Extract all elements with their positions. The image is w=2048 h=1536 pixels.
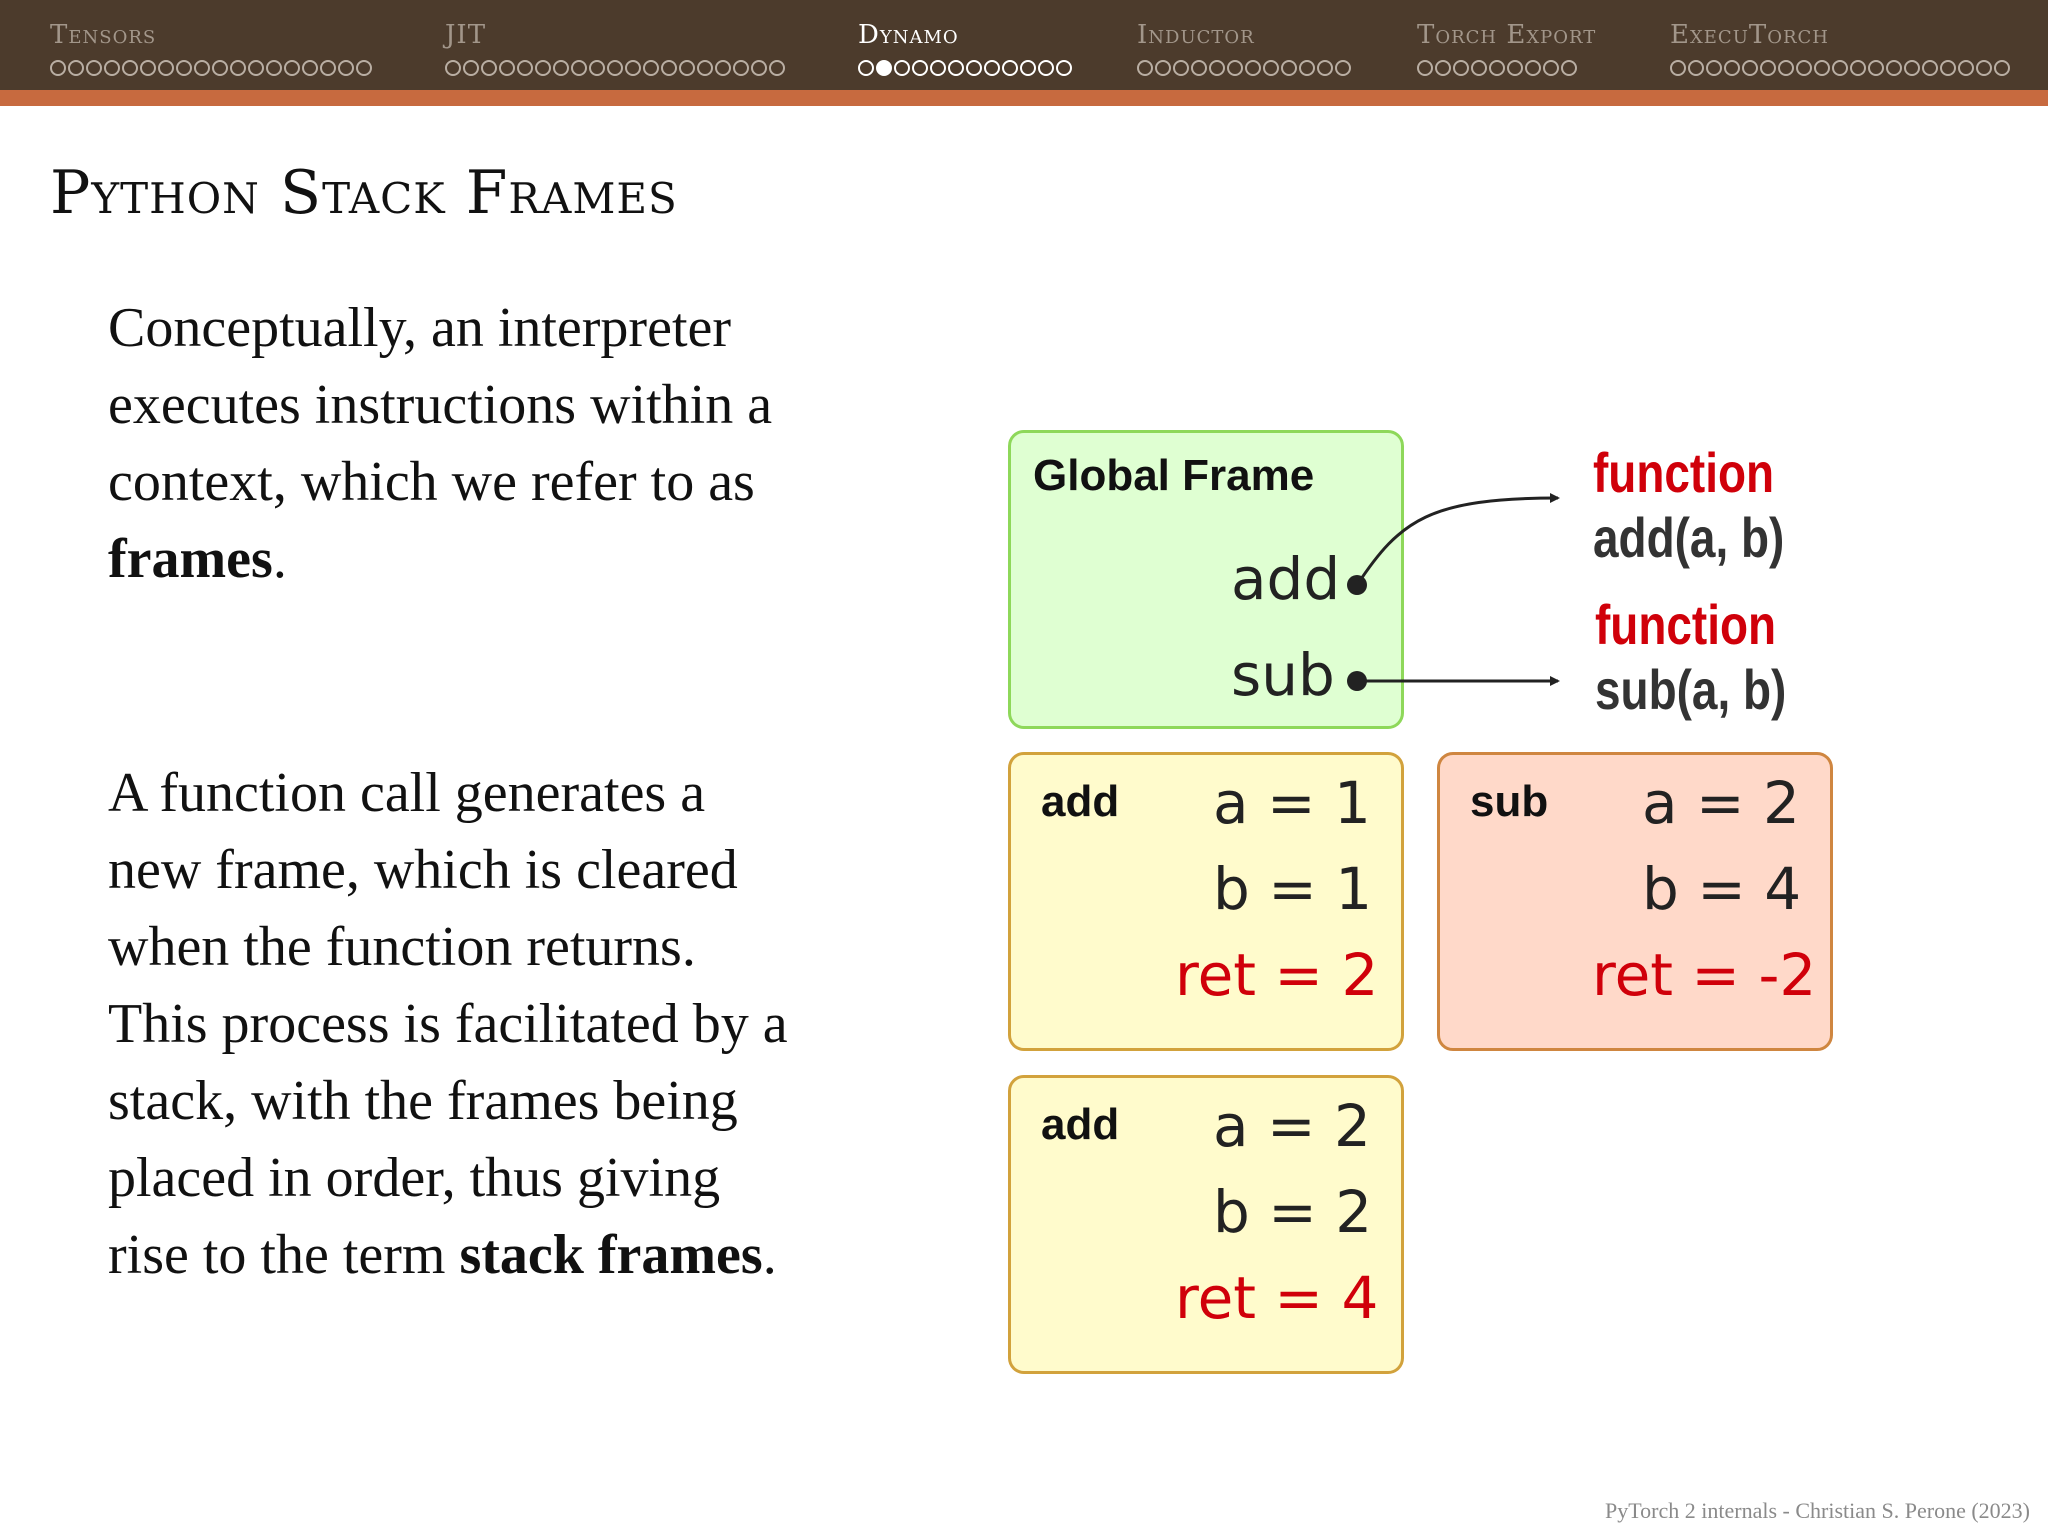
global-var-sub: sub — [1231, 641, 1335, 709]
slide-dot[interactable] — [715, 60, 731, 76]
function-keyword: function — [1593, 441, 1775, 504]
navigation-bar — [0, 0, 2048, 90]
slide-dot[interactable] — [463, 60, 479, 76]
paragraph-text: Conceptually, an interpreter executes instructions within a context, which we refer to as — [108, 297, 773, 513]
frame-title: add — [1041, 777, 1120, 826]
slide-dot[interactable] — [1299, 60, 1315, 76]
slide-dot[interactable] — [1850, 60, 1866, 76]
frame-var-a: a = 1 — [1213, 769, 1371, 837]
slide-dot[interactable] — [1191, 60, 1207, 76]
slide-dot[interactable] — [1020, 60, 1036, 76]
slide-dot[interactable] — [266, 60, 282, 76]
slide-dot[interactable] — [1742, 60, 1758, 76]
slide-dot[interactable] — [1038, 60, 1054, 76]
accent-stripe — [0, 90, 2048, 106]
nav-section-dots — [445, 60, 787, 84]
slide-dot[interactable] — [1724, 60, 1740, 76]
slide-dot[interactable] — [1155, 60, 1171, 76]
slide-dot[interactable] — [50, 60, 66, 76]
frame-var-a: a = 2 — [1642, 769, 1800, 837]
bold-term: stack frames — [459, 1224, 763, 1286]
slide-dot[interactable] — [661, 60, 677, 76]
paragraph-stack-frames — [108, 755, 808, 1294]
bold-term: frames — [108, 528, 273, 590]
slide-dot[interactable] — [104, 60, 120, 76]
slide-dot[interactable] — [733, 60, 749, 76]
frame-ret: ret = -2 — [1592, 941, 1817, 1009]
frame-ret: ret = 2 — [1175, 941, 1379, 1009]
slide-dot[interactable] — [356, 60, 372, 76]
slide-dot[interactable] — [1245, 60, 1261, 76]
slide-dot[interactable] — [338, 60, 354, 76]
paragraph-text: A function call generates a new frame, which is cleared when the function returns. This process is facilitated by a stack, with the frames being placed in order, thus giving rise to the term — [108, 762, 788, 1286]
nav-section-label: Inductor — [1137, 20, 1255, 50]
frame-var-a: a = 2 — [1213, 1092, 1371, 1160]
slide-dot[interactable] — [1335, 60, 1351, 76]
slide-dot[interactable] — [535, 60, 551, 76]
slide-dot[interactable] — [1137, 60, 1153, 76]
slide-dot[interactable] — [481, 60, 497, 76]
slide-dot[interactable] — [930, 60, 946, 76]
slide-dot[interactable] — [140, 60, 156, 76]
function-keyword: function — [1595, 593, 1777, 656]
add-frame-2 — [1008, 1075, 1404, 1374]
slide-dot[interactable] — [571, 60, 587, 76]
paragraph-end: . — [272, 528, 287, 590]
nav-section-dots — [1137, 60, 1353, 84]
global-var-add: add — [1231, 545, 1341, 613]
sub-frame — [1437, 752, 1833, 1051]
slide-dot[interactable] — [230, 60, 246, 76]
slide-dot[interactable] — [1453, 60, 1469, 76]
slide-dot[interactable] — [86, 60, 102, 76]
slide-dot[interactable] — [499, 60, 515, 76]
slide-title: Python Stack Frames — [50, 158, 678, 228]
frame-var-b: b = 1 — [1213, 855, 1373, 923]
function-add-object — [1593, 440, 1784, 570]
slide-dot[interactable] — [948, 60, 964, 76]
slide-dot[interactable] — [1281, 60, 1297, 76]
slide-dot[interactable] — [68, 60, 84, 76]
slide-dot[interactable] — [751, 60, 767, 76]
slide-dot[interactable] — [1525, 60, 1541, 76]
global-frame-title: Global Frame — [1033, 451, 1315, 500]
slide-dot[interactable] — [1227, 60, 1243, 76]
slide-dot[interactable] — [1670, 60, 1686, 76]
nav-section-label: ExecuTorch — [1670, 20, 1829, 50]
slide-dot[interactable] — [679, 60, 695, 76]
slide-dot[interactable] — [607, 60, 623, 76]
slide-dot[interactable] — [984, 60, 1000, 76]
slide-dot[interactable] — [643, 60, 659, 76]
slide-dot[interactable] — [1543, 60, 1559, 76]
slide-dot[interactable] — [176, 60, 192, 76]
slide-dot[interactable] — [1706, 60, 1722, 76]
function-signature: add(a, b) — [1593, 506, 1785, 569]
nav-section-dots — [1417, 60, 1579, 84]
slide-dot[interactable] — [1994, 60, 2010, 76]
function-signature: sub(a, b) — [1595, 658, 1787, 721]
slide-dot[interactable] — [1417, 60, 1433, 76]
slide-dot[interactable] — [1317, 60, 1333, 76]
slide-dot[interactable] — [1940, 60, 1956, 76]
slide-dot[interactable] — [194, 60, 210, 76]
slide-dot[interactable] — [1209, 60, 1225, 76]
frame-title: sub — [1470, 777, 1549, 826]
slide-dot[interactable] — [1688, 60, 1704, 76]
slide-dot[interactable] — [517, 60, 533, 76]
slide-dot[interactable] — [302, 60, 318, 76]
slide-dot[interactable] — [1173, 60, 1189, 76]
slide-dot[interactable] — [1814, 60, 1830, 76]
slide-dot[interactable] — [1922, 60, 1938, 76]
slide-dot[interactable] — [1561, 60, 1577, 76]
slide-dot[interactable] — [158, 60, 174, 76]
slide-dot[interactable] — [894, 60, 910, 76]
slide-dot[interactable] — [1002, 60, 1018, 76]
nav-section-label: Dynamo — [858, 20, 959, 50]
nav-section-dots — [858, 60, 1074, 84]
slide-dot[interactable] — [1778, 60, 1794, 76]
slide-dot[interactable] — [589, 60, 605, 76]
slide-dot[interactable] — [445, 60, 461, 76]
slide-dot[interactable] — [858, 60, 874, 76]
frame-title: add — [1041, 1100, 1120, 1149]
slide-dot[interactable] — [912, 60, 928, 76]
slide-dot[interactable] — [1471, 60, 1487, 76]
nav-section-label: Tensors — [50, 20, 157, 50]
slide-dot[interactable] — [1435, 60, 1451, 76]
slide-dot[interactable] — [1868, 60, 1884, 76]
slide-dot[interactable] — [1760, 60, 1776, 76]
slide-dot[interactable] — [1796, 60, 1812, 76]
slide-dot[interactable] — [966, 60, 982, 76]
slide-dot[interactable] — [1832, 60, 1848, 76]
nav-section-dots — [1670, 60, 2012, 84]
slide-dot[interactable] — [1507, 60, 1523, 76]
slide-dot[interactable] — [1263, 60, 1279, 76]
slide-dot[interactable] — [553, 60, 569, 76]
slide-dot[interactable] — [284, 60, 300, 76]
slide-dot[interactable] — [1056, 60, 1072, 76]
frame-var-b: b = 2 — [1213, 1178, 1373, 1246]
slide-dot[interactable] — [1489, 60, 1505, 76]
slide-dot[interactable] — [248, 60, 264, 76]
current-slide-dot[interactable] — [876, 60, 892, 76]
slide-dot[interactable] — [212, 60, 228, 76]
slide-dot[interactable] — [1958, 60, 1974, 76]
paragraph-frames — [108, 290, 808, 598]
slide-dot[interactable] — [625, 60, 641, 76]
paragraph-end: . — [762, 1224, 777, 1286]
slide-dot[interactable] — [320, 60, 336, 76]
slide-dot[interactable] — [1886, 60, 1902, 76]
slide-dot[interactable] — [122, 60, 138, 76]
slide-dot[interactable] — [1976, 60, 1992, 76]
nav-section-label: JIT — [445, 20, 487, 50]
slide-dot[interactable] — [697, 60, 713, 76]
slide-dot[interactable] — [1904, 60, 1920, 76]
nav-section-label: Torch Export — [1417, 20, 1597, 50]
frame-ret: ret = 4 — [1175, 1264, 1379, 1332]
add-frame-1 — [1008, 752, 1404, 1051]
global-frame-box — [1008, 430, 1404, 729]
frame-var-b: b = 4 — [1642, 855, 1802, 923]
slide-dot[interactable] — [769, 60, 785, 76]
function-sub-object — [1595, 592, 1786, 722]
slide-footer: PyTorch 2 internals - Christian S. Perone (2023) — [1605, 1498, 2030, 1523]
nav-section-dots — [50, 60, 374, 84]
